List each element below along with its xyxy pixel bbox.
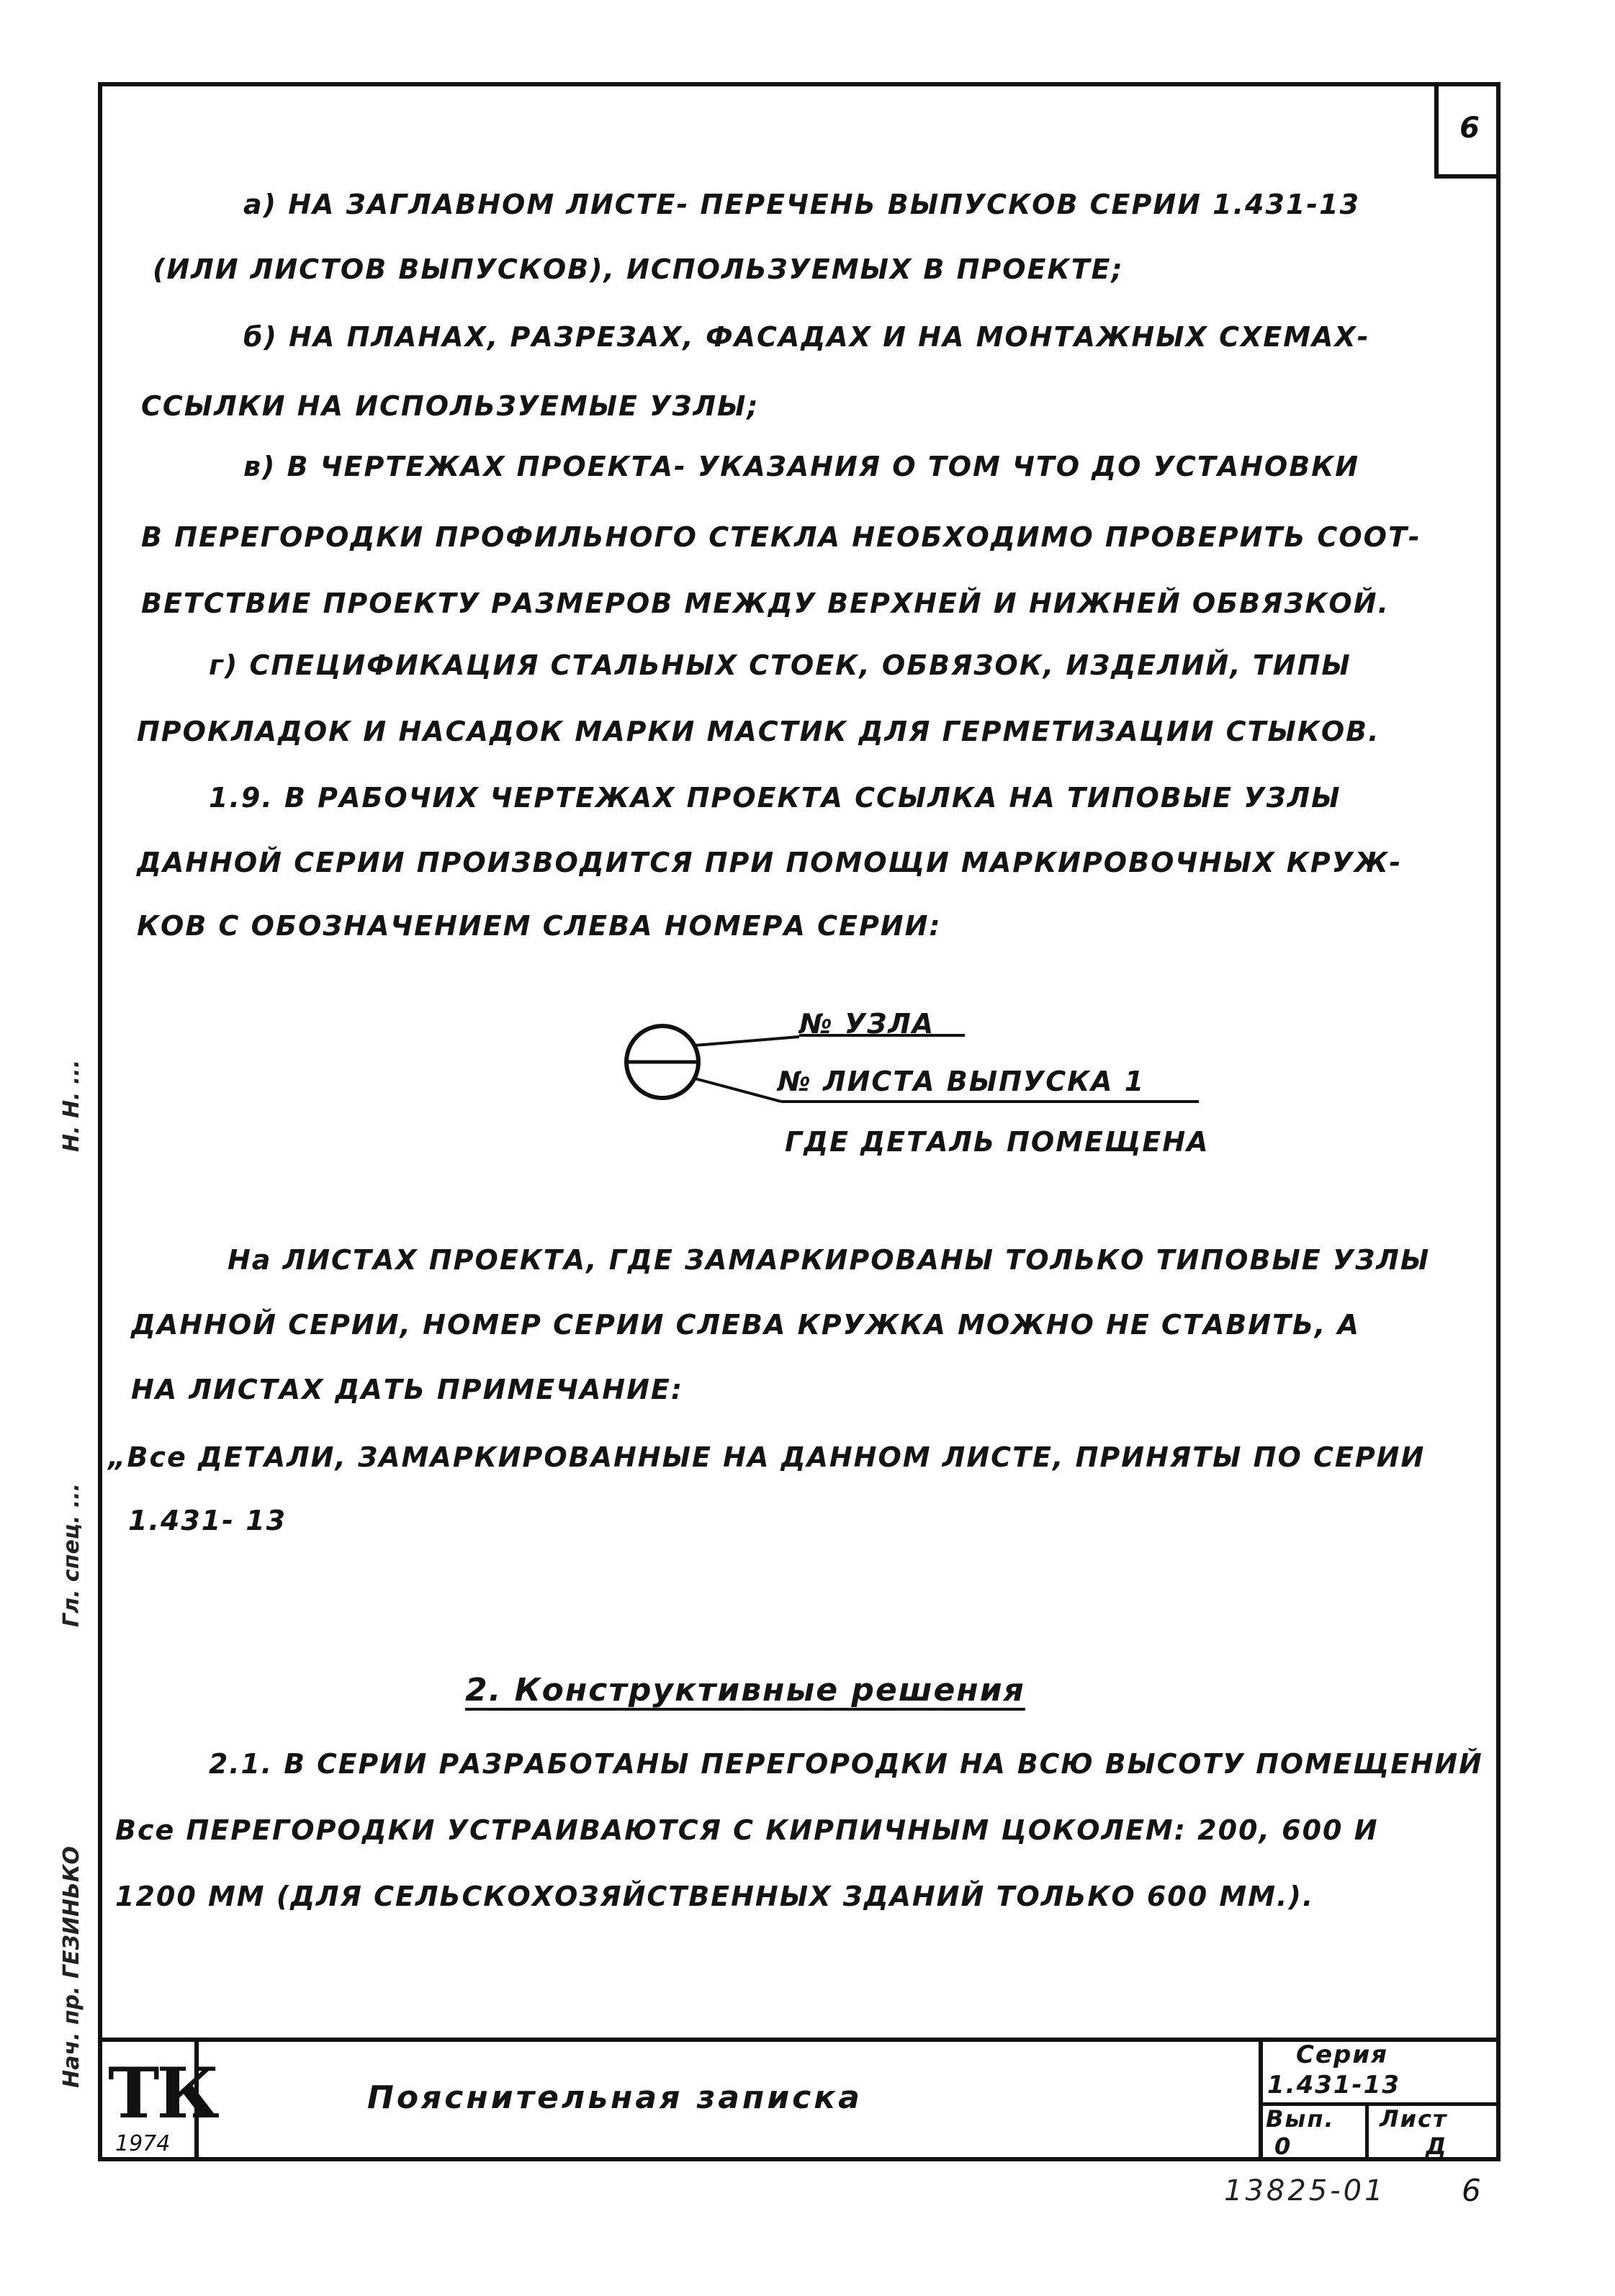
body2-line-2: ДАННОЙ СЕРИИ, НОМЕР СЕРИИ СЛЕВА КРУЖКА МОЖНО НЕ СТАВИТЬ, А bbox=[131, 1309, 1360, 1341]
diagram-label-middle: № ЛИСТА ВЫПУСКА 1 bbox=[778, 1066, 1146, 1097]
body-line-4: ССЫЛКИ НА ИСПОЛЬЗУЕМЫЕ УЗЛЫ; bbox=[141, 390, 760, 422]
side-note-2: Гл. спец. ... bbox=[59, 1482, 84, 1627]
body-line-6: В ПЕРЕГОРОДКИ ПРОФИЛЬНОГО СТЕКЛА НЕОБХОДИМО ПРОВЕРИТЬ СООТ- bbox=[141, 521, 1421, 553]
body-line-9: ПРОКЛАДОК И НАСАДОК МАРКИ МАСТИК ДЛЯ ГЕРМЕТИЗАЦИИ СТЫКОВ. bbox=[137, 716, 1380, 747]
series-value: 1.431-13 bbox=[1267, 2071, 1400, 2099]
body3-line-3: 1200 ММ (ДЛЯ СЕЛЬСКОХОЗЯЙСТВЕННЫХ ЗДАНИЙ ТОЛЬКО 600 ММ.). bbox=[115, 1881, 1315, 1912]
page-number: 6 bbox=[1459, 112, 1480, 145]
section-title: 2. Конструктивные решения bbox=[465, 1672, 1025, 1709]
side-note-1: Нач. пр. ГЕЗИНЬКО bbox=[59, 1846, 84, 2088]
stamp-divider-v bbox=[1365, 2102, 1369, 2161]
diagram-label-bottom: ГДЕ ДЕТАЛЬ ПОМЕЩЕНА bbox=[785, 1126, 1210, 1158]
body2-line-1: На ЛИСТАХ ПРОЕКТА, ГДЕ ЗАМАРКИРОВАНЫ ТОЛЬКО ТИПОВЫЕ УЗЛЫ bbox=[228, 1244, 1431, 1276]
body-line-7: ВЕТСТВИЕ ПРОЕКТУ РАЗМЕРОВ МЕЖДУ ВЕРХНЕЙ И НИЖНЕЙ ОБВЯЗКОЙ. bbox=[141, 587, 1390, 619]
document-title: Пояснительная записка bbox=[367, 2079, 863, 2116]
body-line-12: КОВ С ОБОЗНАЧЕНИЕМ СЛЕВА НОМЕРА СЕРИИ: bbox=[137, 910, 942, 942]
body3-line-2: Все ПЕРЕГОРОДКИ УСТРАИВАЮТСЯ С КИРПИЧНЫМ ЦОКОЛЕМ: 200, 600 И bbox=[115, 1814, 1379, 1846]
archive-number: 13825-01 bbox=[1224, 2174, 1386, 2207]
body2-line-5: 1.431- 13 bbox=[128, 1505, 287, 1536]
series-label: Серия bbox=[1296, 2040, 1389, 2069]
issue-value: 0 bbox=[1274, 2133, 1292, 2160]
body-line-10: 1.9. В РАБОЧИХ ЧЕРТЕЖАХ ПРОЕКТА ССЫЛКА НА ТИПОВЫЕ УЗЛЫ bbox=[209, 782, 1341, 814]
page-number-box bbox=[1434, 82, 1501, 179]
body-line-5: в) В ЧЕРТЕЖАХ ПРОЕКТА- УКАЗАНИЯ О ТОМ ЧТО ДО УСТАНОВКИ bbox=[243, 451, 1360, 482]
body-line-1: а) НА ЗАГЛАВНОМ ЛИСТЕ- ПЕРЕЧЕНЬ ВЫПУСКОВ СЕРИИ 1.431-13 bbox=[243, 189, 1361, 220]
sheet-label: Лист bbox=[1380, 2105, 1448, 2133]
stamp-year: 1974 bbox=[115, 2131, 171, 2156]
body-line-2: (ИЛИ ЛИСТОВ ВЫПУСКОВ), ИСПОЛЬЗУЕМЫХ В ПРОЕКТЕ; bbox=[153, 253, 1124, 285]
body-line-8: г) СПЕЦИФИКАЦИЯ СТАЛЬНЫХ СТОЕК, ОБВЯЗОК, ИЗДЕЛИЙ, ТИПЫ bbox=[209, 649, 1351, 681]
body2-line-3: НА ЛИСТАХ ДАТЬ ПРИМЕЧАНИЕ: bbox=[131, 1374, 684, 1405]
issue-label: Вып. bbox=[1266, 2105, 1335, 2133]
body-line-11: ДАННОЙ СЕРИИ ПРОИЗВОДИТСЯ ПРИ ПОМОЩИ МАРКИРОВОЧНЫХ КРУЖ- bbox=[137, 847, 1403, 878]
side-note-3: Н. Н. ... bbox=[59, 1059, 84, 1152]
body-line-3: б) НА ПЛАНАХ, РАЗРЕЗАХ, ФАСАДАХ И НА МОНТАЖНЫХ СХЕМАХ- bbox=[243, 321, 1370, 353]
leader-top bbox=[695, 1037, 799, 1045]
organization-logo: ТК bbox=[108, 2053, 217, 2134]
diagram-label-top: № УЗЛА bbox=[799, 1008, 935, 1040]
body3-line-1: 2.1. В СЕРИИ РАЗРАБОТАНЫ ПЕРЕГОРОДКИ НА ВСЮ ВЫСОТУ ПОМЕЩЕНИЙ bbox=[209, 1748, 1483, 1780]
footer-page-number: 6 bbox=[1462, 2173, 1483, 2208]
body2-line-4: „Все ДЕТАЛИ, ЗАМАРКИРОВАННЫЕ НА ДАННОМ ЛИСТЕ, ПРИНЯТЫ ПО СЕРИИ bbox=[108, 1441, 1426, 1473]
leader-bottom bbox=[695, 1079, 781, 1102]
sheet-value: Д bbox=[1426, 2133, 1448, 2160]
